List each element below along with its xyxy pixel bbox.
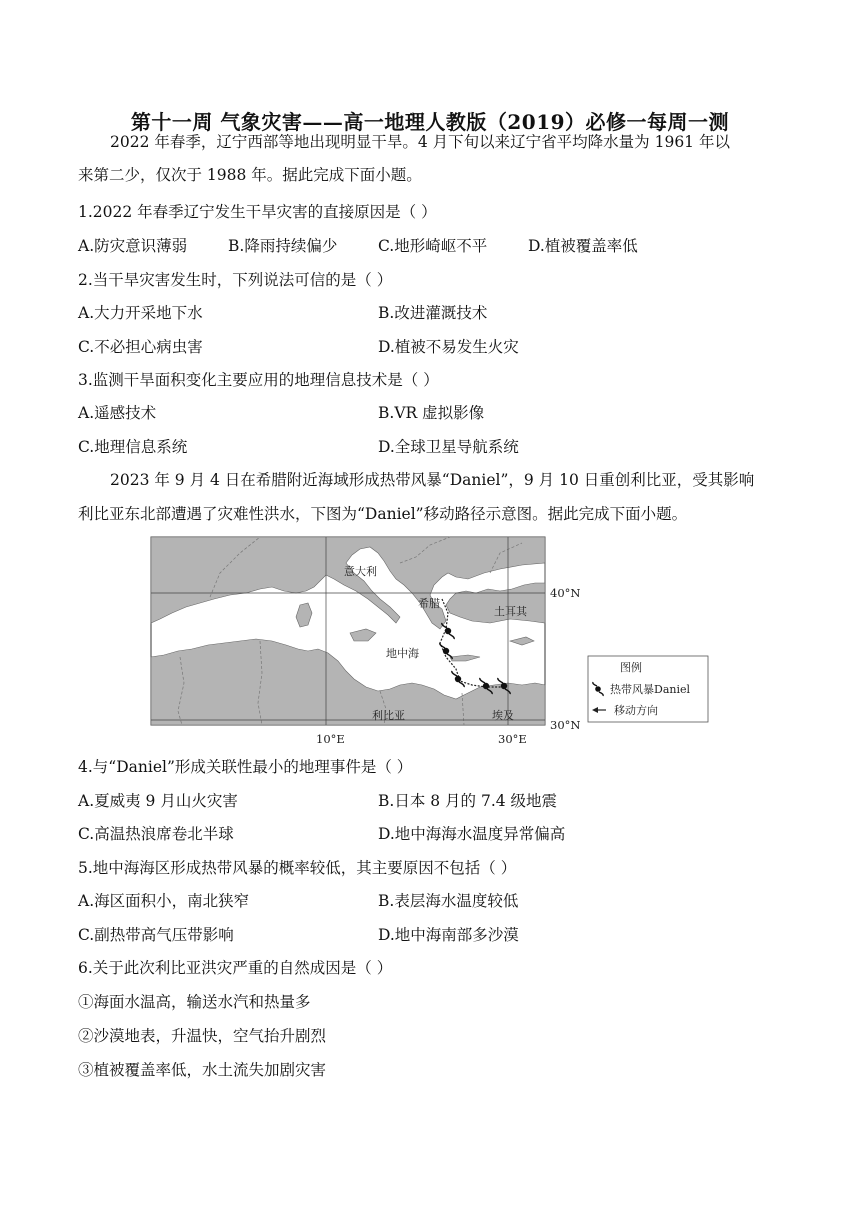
q1-option-c: C.地形崎岖不平 xyxy=(378,237,488,255)
label-mediterranean: 地中海 xyxy=(386,647,419,660)
q1-option-d: D.植被覆盖率低 xyxy=(528,237,638,255)
label-egypt: 埃及 xyxy=(492,709,514,722)
q4-stem: 4.与“Daniel”形成关联性最小的地理事件是（ ） xyxy=(78,758,413,776)
q1-option-a: A.防灾意识薄弱 xyxy=(78,237,188,255)
legend-storm-label: 热带风暴Daniel xyxy=(610,683,691,696)
q5-option-c: C.副热带高气压带影响 xyxy=(78,926,234,944)
q6-stem: 6.关于此次利比亚洪灾严重的自然成因是（ ） xyxy=(78,959,393,977)
q4-option-b: B.日本 8 月的 7.4 级地震 xyxy=(378,792,558,810)
q3-option-a: A.遥感技术 xyxy=(78,404,157,422)
label-greece: 希腊 xyxy=(418,597,440,610)
lat-label-30n: 30°N xyxy=(550,718,581,732)
legend-title: 图例 xyxy=(620,661,642,674)
q5-option-b: B.表层海水温度较低 xyxy=(378,892,519,910)
q2-option-c: C.不必担心病虫害 xyxy=(78,338,203,356)
q6-statement-1: ①海面水温高，输送水汽和热量多 xyxy=(78,993,311,1011)
q3-option-d: D.全球卫星导航系统 xyxy=(378,438,519,456)
map-legend xyxy=(588,656,708,722)
q2-stem: 2.当干旱灾害发生时，下列说法可信的是（ ） xyxy=(78,271,393,289)
passage1-line2: 来第二少，仅次于 1988 年。据此完成下面小题。 xyxy=(78,166,422,184)
q6-statement-2: ②沙漠地表，升温快，空气抬升剧烈 xyxy=(78,1027,327,1045)
q6-statement-3: ③植被覆盖率低，水土流失加剧灾害 xyxy=(78,1061,327,1079)
map-svg xyxy=(150,533,712,747)
lon-label-30e: 30°E xyxy=(498,732,527,746)
lon-label-10e: 10°E xyxy=(316,732,345,746)
q5-option-a: A.海区面积小，南北狭窄 xyxy=(78,892,250,910)
storm-path-map xyxy=(150,533,712,747)
q3-option-c: C.地理信息系统 xyxy=(78,438,188,456)
q1-stem: 1.2022 年春季辽宁发生干旱灾害的直接原因是（ ） xyxy=(78,203,437,221)
q4-option-a: A.夏威夷 9 月山火灾害 xyxy=(78,792,238,810)
page-title: 第十一周 气象灾害——高一地理人教版（2019）必修一每周一测 xyxy=(130,110,730,134)
q3-option-b: B.VR 虚拟影像 xyxy=(378,404,485,422)
q5-option-d: D.地中海南部多沙漠 xyxy=(378,926,519,944)
label-italy: 意大利 xyxy=(344,565,377,578)
q4-option-d: D.地中海海水温度异常偏高 xyxy=(378,825,566,843)
passage2-line2: 利比亚东北部遭遇了灾难性洪水，下图为“Daniel”移动路径示意图。据此完成下面小题。 xyxy=(78,505,688,523)
q2-option-a: A.大力开采地下水 xyxy=(78,304,203,322)
legend-direction-label: 移动方向 xyxy=(614,704,658,717)
q2-option-d: D.植被不易发生火灾 xyxy=(378,338,519,356)
q2-option-b: B.改进灌溉技术 xyxy=(378,304,488,322)
q5-stem: 5.地中海海区形成热带风暴的概率较低，其主要原因不包括（ ） xyxy=(78,859,517,877)
q4-option-c: C.高温热浪席卷北半球 xyxy=(78,825,234,843)
passage2-line1: 2023 年 9 月 4 日在希腊附近海域形成热带风暴“Daniel”，9 月 10 日重创利比亚，受其影响 xyxy=(110,471,755,489)
label-turkey: 土耳其 xyxy=(494,605,527,618)
passage1-line1: 2022 年春季，辽宁西部等地出现明显干旱。4 月下旬以来辽宁省平均降水量为 1961 年以 xyxy=(110,133,730,151)
label-libya: 利比亚 xyxy=(372,709,405,722)
lat-label-40n: 40°N xyxy=(550,586,581,600)
q1-option-b: B.降雨持续偏少 xyxy=(228,237,338,255)
q3-stem: 3.监测干旱面积变化主要应用的地理信息技术是（ ） xyxy=(78,371,439,389)
